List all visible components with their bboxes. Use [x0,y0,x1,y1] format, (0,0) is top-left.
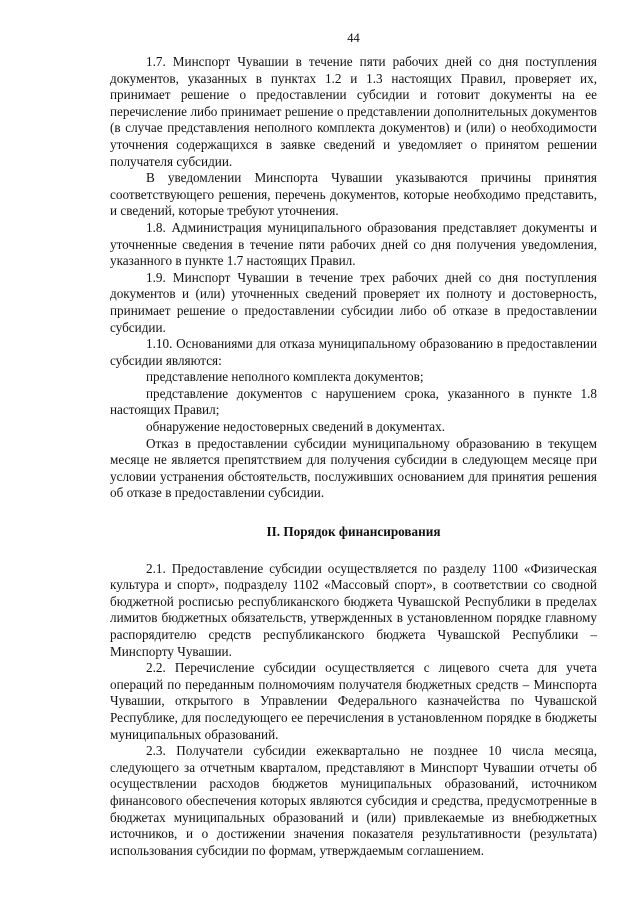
paragraph-refusal-note: Отказ в предоставлении субсидии муниципальному образованию в текущем месяце не является препятствием для получения субсидии в следующем месяце при условии устранения обстоятельств, послуживших основанием для принятия решения об отказе в предоставлении субсидии. [110,435,597,501]
rules-section-two [110,561,597,860]
paragraph-2-1: 2.1. Предоставление субсидии осуществляется по разделу 1100 «Физическая культура и спорт», подразделу 1102 «Массовый спорт», в соответствии со сводной бюджетной росписью республиканского бюджета Чувашской Республики в пределах лимитов бюджетных обязательств, утвержденных в установленном порядке главному распорядителю средств республиканского бюджета Чувашской Республики – Минспорту Чувашии. [110,560,597,659]
rules-section-one-continued [110,54,597,502]
paragraph-2-2: 2.2. Перечисление субсидии осуществляется с лицевого счета для учета операций по переданным полномочиям получателя бюджетных средств – Минспорта Чувашии, открытого в Управлении Федерального казначейства по Чувашской Республике, для последующего ее перечисления в установленном порядке в бюджеты муниципальных образований. [110,660,597,742]
refusal-reason-unreliable: обнаружение недостоверных сведений в документах. [146,419,446,435]
page-number: 44 [347,31,360,45]
paragraph-1-7: 1.7. Минспорт Чувашии в течение пяти рабочих дней со дня поступления документов, указанных в пунктах 1.2 и 1.3 настоящих Правил, проверяет их, принимает решение о предоставлении субсидии и готовит документы на ее перечисление либо принимает решение о представлении дополнительных документов (в случае представления неполного комплекта документов) и (или) о необходимости уточнения содержащихся в заявке сведений и уведомляет о принятом решении получателя субсидии. [110,54,597,169]
paragraph-1-8: 1.8. Администрация муниципального образования представляет документы и уточненные сведения в течение пяти рабочих дней со дня получения уведомления, указанного в пункте 1.7 настоящих Правил. [110,219,597,269]
paragraph-1-9: 1.9. Минспорт Чувашии в течение трех рабочих дней со дня поступления документов и (или) уточненных сведений проверяет их полноту и достоверность, принимает решение о предоставлении субсидии либо об отказе в предоставлении субсидии. [110,269,597,335]
refusal-reason-incomplete: представление неполного комплекта документов; [146,369,424,385]
section-title: II. Порядок финансирования [266,524,441,540]
refusal-reason-late: представление документов с нарушением срока, указанного в пункте 1.8 настоящих Правил; [110,385,597,418]
paragraph-1-10: 1.10. Основаниями для отказа муниципальному образованию в предоставлении субсидии являются: [110,336,597,368]
paragraph-notification: В уведомлении Минспорта Чувашии указываются причины принятия соответствующего решения, перечень документов, которые необходимо представить, и сведений, которые требуют уточнения. [110,170,597,219]
paragraph-2-3: 2.3. Получатели субсидии ежеквартально не позднее 10 числа месяца, следующего за отчетным кварталом, представляют в Минспорт Чувашии отчеты об осуществлении расходов бюджетов муниципальных образований, источником финансового обеспечения которых являются субсидия и средства, предусмотренные в бюджетах муниципальных образований и (или) привлекаемые из внебюджетных источников, и о достижении значения показателя результативности (результата) использования субсидии по формам, утверждаемым соглашением. [110,743,597,858]
